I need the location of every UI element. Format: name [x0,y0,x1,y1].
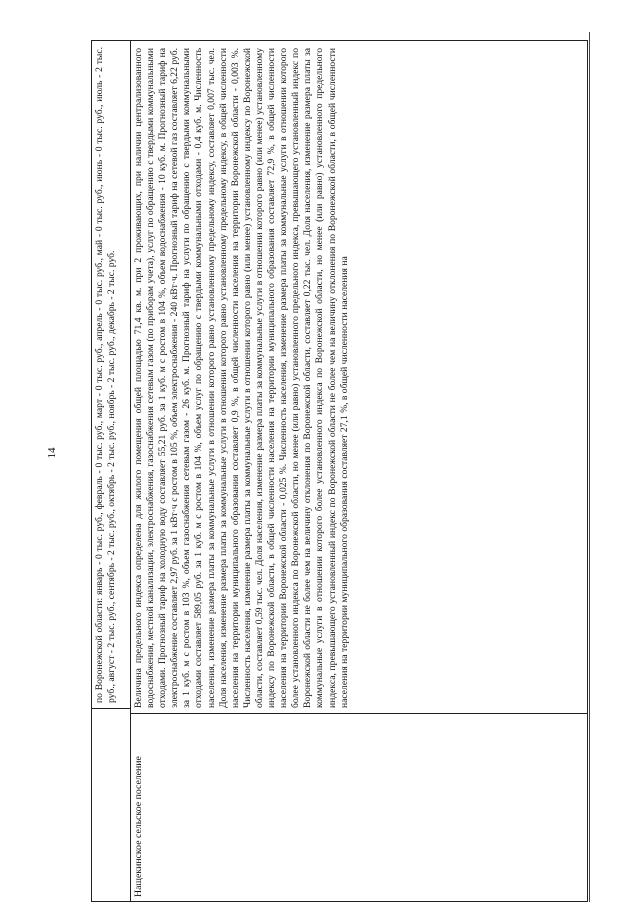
municipality-description: Величина предельного индекса определена для жилого помещения общей площадью 71,4 кв. м. при 2 проживающих, при наличии централизованного водоснабжения, местной канализации, электроснабжения, газоснабжения сетевым газом (по приборам учета), услуг по обращению с твердыми коммунальными отходами. Прогнозный тариф на холодную воду составляет 55,21 руб. за 1 куб. м с ростом в 104 %, объем водоснабжения - 10 куб. м. Прогнозный тариф на электроснабжение составляет 2,97 руб. за 1 кВт·ч с ростом в 105 %, объем электроснабжения - 240 кВт·ч. Прогнозный тариф на сетевой газ составляет 6,22 руб. за 1 куб. м с ростом в 103 %, объем газоснабжения сетевым газом - 26 куб. м. Прогнозный тариф на услуги по обращению с твердыми коммунальными отходами составляет 589,05 руб. за 1 куб. м с ростом в 104 %, объем услуг по обращению с твердыми коммунальными отходами - 0,4 куб. м. Численность населения, изменение размера платы за коммунальные услуги в отношении которого равно установленному предельному индексу, составляет 0,007 тыс. чел. Доля населения, изменение размера платы за коммунальные услуги в отношении которого равно установленному предельному индексу, в общей численности населения на территории муниципального образования составляет 0,9 %, в общей численности населения на территории Воронежской области - 0,003 %. Численность населения, изменение размера платы за коммунальные услуги в отношении которого равно (или менее) установленному индексу по Воронежской области, составляет 0,59 тыс. чел. Доля населения, изменение размера платы за коммунальные услуги в отношении которого равно (или менее) установленному индексу по Воронежской области, в общей численности населения на территории муниципального образования составляет 72,9 %, в общей численности населения на территории Воронежской области - 0,025 %. Численность населения, изменение размера платы за коммунальные услуги в отношении которого более установленного индекса по Воронежской области, но менее (или равно) установленного предельного индекса, превышающего установленный индекс по Воронежской области не более чем на величину отклонения по Воронежской области, составляет 0,22 тыс. чел. Доля населения, изменение размера платы за коммунальные услуги в отношении которого более установленного индекса по Воронежской области, но менее (или равно) установленного предельного индекса, превышающего установленный индекс по Воронежской области не более чем на величину отклонения по Воронежской области, в общей численности населения на территории муниципального образования составляет 27,1 %, в общей численности населения на [133,48,350,708]
continuation-text: по Воронежской области: январь - 0 тыс. руб., февраль - 0 тыс. руб., март - 0 тыс. руб., апрель - 0 тыс. руб., май - 0 тыс. руб., июнь - 0 тыс. руб., июль - 2 тыс. руб., август - 2 тыс. руб., сентябрь - 2 тыс. руб., октябрь - 2 тыс. руб., ноябрь - 2 тыс. руб., декабрь - 2 тыс. руб. [94,47,117,703]
municipality-name: Нащекинское сельское поселение [131,713,587,901]
table-continuation-row [91,40,131,902]
rotated-table-area [91,32,591,902]
continuation-name-cell [92,708,131,901]
page-number: 14 [46,447,58,459]
footnote-rule [589,32,590,902]
table-row [130,40,588,902]
